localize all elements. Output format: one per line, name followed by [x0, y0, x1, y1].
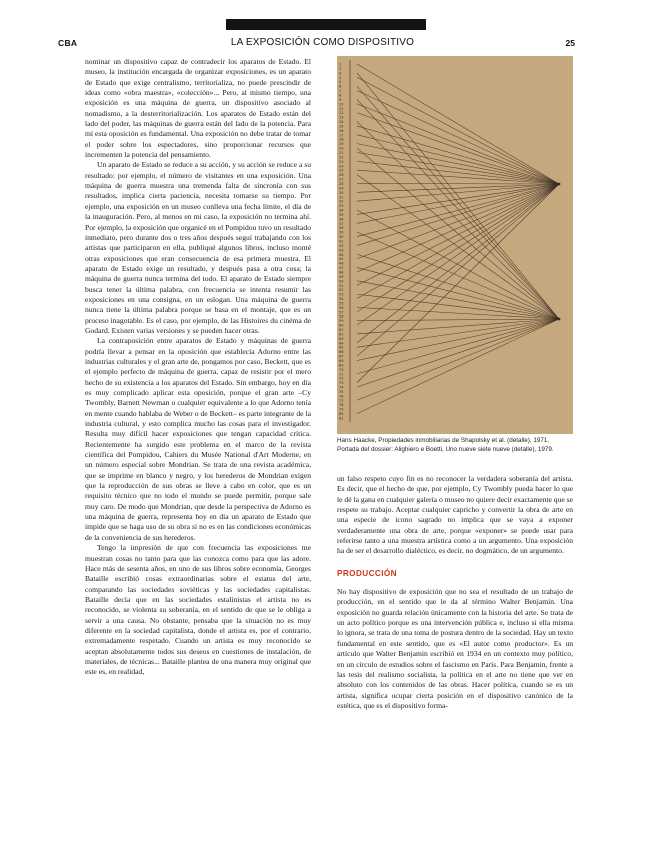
row-number: 2: [339, 66, 342, 71]
connector-line: [357, 184, 559, 223]
connector-line: [357, 184, 559, 325]
artwork-figure: [337, 56, 573, 434]
row-number: 47: [339, 266, 344, 271]
row-number: 23: [339, 159, 344, 164]
running-header-title: LA EXPOSICIÓN COMO DISPOSITIVO: [230, 37, 415, 48]
connector-line: [357, 64, 559, 184]
row-number: 77: [339, 398, 344, 403]
row-number: 50: [339, 279, 344, 284]
connector-line: [357, 184, 559, 201]
row-number: 54: [339, 297, 344, 302]
left-text-column: [85, 57, 311, 847]
connector-line: [357, 184, 559, 343]
row-number: 64: [339, 341, 344, 346]
row-number: 31: [339, 195, 344, 200]
row-number: 51: [339, 283, 344, 288]
row-number: 29: [339, 186, 344, 191]
row-number: 34: [339, 208, 344, 213]
row-number: 57: [339, 310, 344, 315]
row-number: 38: [339, 226, 344, 231]
row-number: 55: [339, 301, 344, 306]
connector-line: [357, 210, 559, 319]
connector-line: [357, 144, 559, 184]
row-number: 27: [339, 177, 344, 182]
row-number: 66: [339, 350, 344, 355]
convergence-point: [558, 318, 561, 321]
row-number: 69: [339, 363, 344, 368]
row-number: 61: [339, 328, 344, 332]
row-number: 68: [339, 358, 344, 363]
row-number: 15: [339, 124, 344, 129]
paragraph: un falso respeto cuyo fin es no reconocer la verdadera soberanía del artista. Es decir, que el hecho de que, por ejemplo, Cy Twombly pueda hacer lo que le dé la gana en cualquier galería o museo no quiere decir exactamente que se respete su trabajo. Aceptar cualquier capricho y convertir la obra de arte en una especie de icono sagrado no implica que se vaya a exponer verdaderamente una obra de arte, porque «exponer» se puede usar para referirse tanto a una muestra artística como a un argumento. Una exposición ha de ser el desarrollo dialéctico, es decir, no dogmático, de un argumento.: [337, 474, 573, 556]
connector-line: [357, 319, 559, 360]
connector-line: [357, 184, 559, 245]
row-number: 16: [339, 128, 344, 133]
running-header-left: CBA: [58, 38, 78, 48]
artwork-drawing: [337, 56, 573, 434]
connector-line: [357, 184, 559, 312]
row-number: 67: [339, 354, 344, 359]
row-number: 32: [339, 199, 344, 204]
connector-line: [357, 184, 559, 192]
row-number: 26: [339, 173, 344, 178]
paragraph: nominar un dispositivo capaz de contradecir los aparatos de Estado. El museo, la institución encargada de organizar exposiciones, es un aparato de Estado que exige centralismo, territorializa, no puede prescindir de ideas como «obra maestra», «colección»... Pero, al mismo tiempo, una exposición es una máquina de guerra, un dispositivo asociado al nomadismo, a la desterritorialización. Los aparatos de Estado están del lado del poder, las máquinas de guerra están del lado de la potencia. Para mí esta oposición es fundamental. Una exposición no debe tratar de tomar el poder sobre los espectadores, sino proporcionar recursos que incrementen la potencia del pensamiento.: [85, 57, 311, 160]
connector-line: [357, 232, 559, 319]
row-number: 39: [339, 230, 344, 235]
row-number: 63: [339, 336, 344, 341]
row-number: 10: [339, 102, 344, 107]
row-number: 37: [339, 221, 344, 226]
connector-line: [357, 73, 559, 319]
connector-line: [357, 126, 559, 184]
row-number: 75: [339, 389, 344, 394]
row-number: 6: [339, 84, 342, 89]
row-number: 59: [339, 319, 344, 324]
connector-line: [357, 319, 559, 334]
page-number: 25: [565, 38, 575, 48]
row-number: 49: [339, 274, 344, 279]
row-number: 42: [339, 243, 344, 248]
connector-line: [357, 184, 559, 299]
row-number: 40: [339, 235, 344, 240]
connector-line: [357, 184, 559, 237]
row-number: 41: [339, 239, 344, 244]
row-number: 52: [339, 288, 344, 293]
row-number: 33: [339, 204, 344, 209]
row-number: 72: [339, 376, 344, 381]
paragraph: La contraposición entre aparatos de Estado y máquinas de guerra podría llevar a pensar en la oposición que establecía Adorno entre las industrias culturales y el gran arte de, pongamos por caso, Beckett, que es el ejemplo perfecto de máquina de guerra, capaz de resistir por el mero hecho de su existencia a los aparatos del Estado. Sin embargo, hoy en día es muy complicado aplicar esta oposición, porque el gran arte –Cy Twombly, Barnett Newman o cualquier equivalente a lo que Adorno tenía en mente cuando hablaba de Weber o de Beckett– es parte integrante de la industria cultural, y esto complica mucho las cosas para el investigador. Resulta muy difícil hacer exposiciones que tengan capacidad crítica. Recientemente ha surgido este problema en el marco de la revista científica del Pompidou, Cahiers du Musée National d'Art Moderne, en un número especial sobre Mondrian. Se trata de una revista académica, que se imprime en blanco y negro, y los herederos de Mondrian exigen que la reproducción de sus obras se lleve a cabo en color, que es un requisito técnico que no todo el mundo se puede permitir, porque sale muy caro. De modo que Mondrian, que desde la perspectiva de Adorno es una máquina de guerra, representa hoy en día un aparato de Estado que impide que se haga uso de su obra si no es en las condiciones económicas de la conveniencia de sus herederos.: [85, 336, 311, 542]
row-number: 19: [339, 142, 344, 147]
row-number: 73: [339, 381, 344, 386]
connector-line: [357, 99, 559, 319]
row-number: 5: [339, 80, 342, 85]
connector-line: [357, 294, 559, 319]
row-number: 4: [339, 75, 342, 80]
row-number: 45: [339, 257, 344, 262]
row-number: 12: [339, 111, 344, 116]
connector-line: [357, 113, 559, 184]
row-number: 18: [339, 137, 344, 142]
connector-line: [357, 319, 559, 374]
caption-line-1: Hans Haacke, Propiedades inmobiliarias de Shapolsky et al. (detalle), 1971.: [337, 437, 550, 444]
row-number: 74: [339, 385, 344, 390]
connector-line: [357, 122, 559, 319]
row-number: 22: [339, 155, 344, 160]
connector-line: [357, 170, 559, 184]
section-heading: PRODUCCIÓN: [337, 568, 397, 578]
paragraph: Tengo la impresión de que con frecuencia las exposiciones me muestran cosas no tanto para que las conozca como para que las adore. Hace más de sesenta años, en uno de sus libros sobre economía, Georges Bataille escribió cosas extraordinarias sobre el estatus del arte, comparando las sociedades soviéticas y las sociedades capitalistas. Bataille decía que en las sociedades estalinistas el artista no es reconocido, se violenta su soberanía, en el sentido de que se le obliga a servir a una causa. No obstante, pensaba que la situación no es muy diferente en la sociedad capitalista, donde el artista es, por el contrario, extremadamente respetado. Cuando un artista es muy reconocido se aceptan absolutamente todos sus deseos en cuestiones de instalación, de materiales, de técnicas... Bataille plantea de una manera muy original que este es, en realidad,: [85, 543, 311, 677]
convergence-point: [558, 183, 561, 186]
connector-line: [357, 91, 559, 184]
row-number: 13: [339, 115, 344, 120]
row-number: 25: [339, 168, 344, 173]
row-number: 78: [339, 403, 344, 408]
paragraph: No hay dispositivo de exposición que no sea el resultado de un trabajo de producción, en el sentido que le da al término Walter Benjamin. Una exposición no guarda relación únicamente con la historia del arte. Se trata de un acto político porque es una intervención pública e, incluso si ella misma lo ignora, se trata de una toma de postura dentro de la sociedad. Hay un texto fundamental en este sentido, que es «El autor como productor». Es un artículo que Walter Benjamin escribió en 1934 en un contexto muy político, en un círculo de estudios sobre el fascismo en París. Para Benjamin, frente a las tesis del realismo socialista, la política en el arte no tiene que ver en absoluto con los contenidos de las obras. Hacer política, cuando se es un artista, significa ocupar cierta posición en el dispositivo canónico de la estética, que es el dispositivo forma-: [337, 587, 573, 710]
row-number: 24: [339, 164, 344, 169]
row-number: 21: [339, 151, 344, 155]
row-number: 58: [339, 314, 344, 319]
row-number: 9: [339, 97, 342, 102]
row-number: 62: [339, 332, 344, 337]
row-number: 81: [339, 416, 344, 421]
connector-line: [357, 183, 559, 184]
connector-line: [357, 161, 559, 184]
caption-line-2: Portada del dossier: Alighiero e Boetti, Uno nueve siete nueve (detalle), 1979.: [337, 445, 554, 453]
row-number: 3: [339, 71, 342, 76]
row-number: 17: [339, 133, 344, 138]
row-number: 56: [339, 305, 344, 310]
row-number: 7: [339, 89, 342, 94]
row-number: 70: [339, 367, 344, 372]
row-number: 65: [339, 345, 344, 350]
row-number: 76: [339, 394, 344, 399]
row-number: 79: [339, 407, 344, 412]
connector-line: [357, 86, 559, 319]
connector-line: [357, 184, 559, 272]
row-number: 60: [339, 323, 344, 328]
row-number: 28: [339, 181, 344, 186]
row-number: 44: [339, 252, 344, 257]
connector-line: [357, 319, 559, 400]
row-number: 30: [339, 190, 344, 195]
row-number: 46: [339, 261, 344, 266]
row-number: 43: [339, 248, 344, 253]
row-number: 20: [339, 146, 344, 151]
connector-line: [357, 184, 559, 259]
row-number: 71: [339, 372, 344, 377]
row-number: 11: [339, 106, 344, 111]
row-number: 36: [339, 217, 344, 222]
paragraph: Un aparato de Estado se reduce a su acción, y su acción se reduce a su resultado: por ejemplo, el número de visitantes en una exposición. Una máquina de guerra muestra una tremenda falta de sincronía con sus resultados, implica cierta paciencia, necesita tomarse su tiempo. Por ejemplo, una exposición en un museo conlleva una fecha límite, el día de la inauguración. Pero, al menos en mi caso, la exposición no termina ahí. Por ejemplo, la exposición que organicé en el Pompidou tuvo un resultado inmediato, pero durante dos o tres años después seguí trabajando con los artistas que participaron en ella, publiqué algunos libros, incluso monté otras exposiciones que eran consecuencia de esa primera muestra. El aparato de Estado exige un resultado, y después pasa a otra cosa; la máquina de guerra nunca termina del todo. El aparato de Estado siempre busca tener la última palabra, con frecuencia se intenta resumir las exposiciones en una consigna, en un eslogan. Una máquina de guerra nunca tiene la última palabra porque se basa en el montaje, que es un proceso inagotable. Es el caso, por ejemplo, de las Histoires du cinéma de Godard. Existen varias versiones y se pueden hacer otras.: [85, 160, 311, 335]
row-number: 53: [339, 292, 344, 297]
row-number: 80: [339, 412, 344, 417]
row-number: 35: [339, 212, 344, 217]
right-text-column: [337, 474, 573, 846]
row-number: 8: [339, 93, 342, 98]
top-black-bar: [226, 19, 426, 30]
row-number: 14: [339, 120, 344, 125]
connector-line: [357, 135, 559, 184]
figure-caption: [337, 437, 582, 454]
row-number: 1: [339, 62, 342, 67]
connector-line: [357, 104, 559, 184]
row-number: 48: [339, 270, 344, 275]
